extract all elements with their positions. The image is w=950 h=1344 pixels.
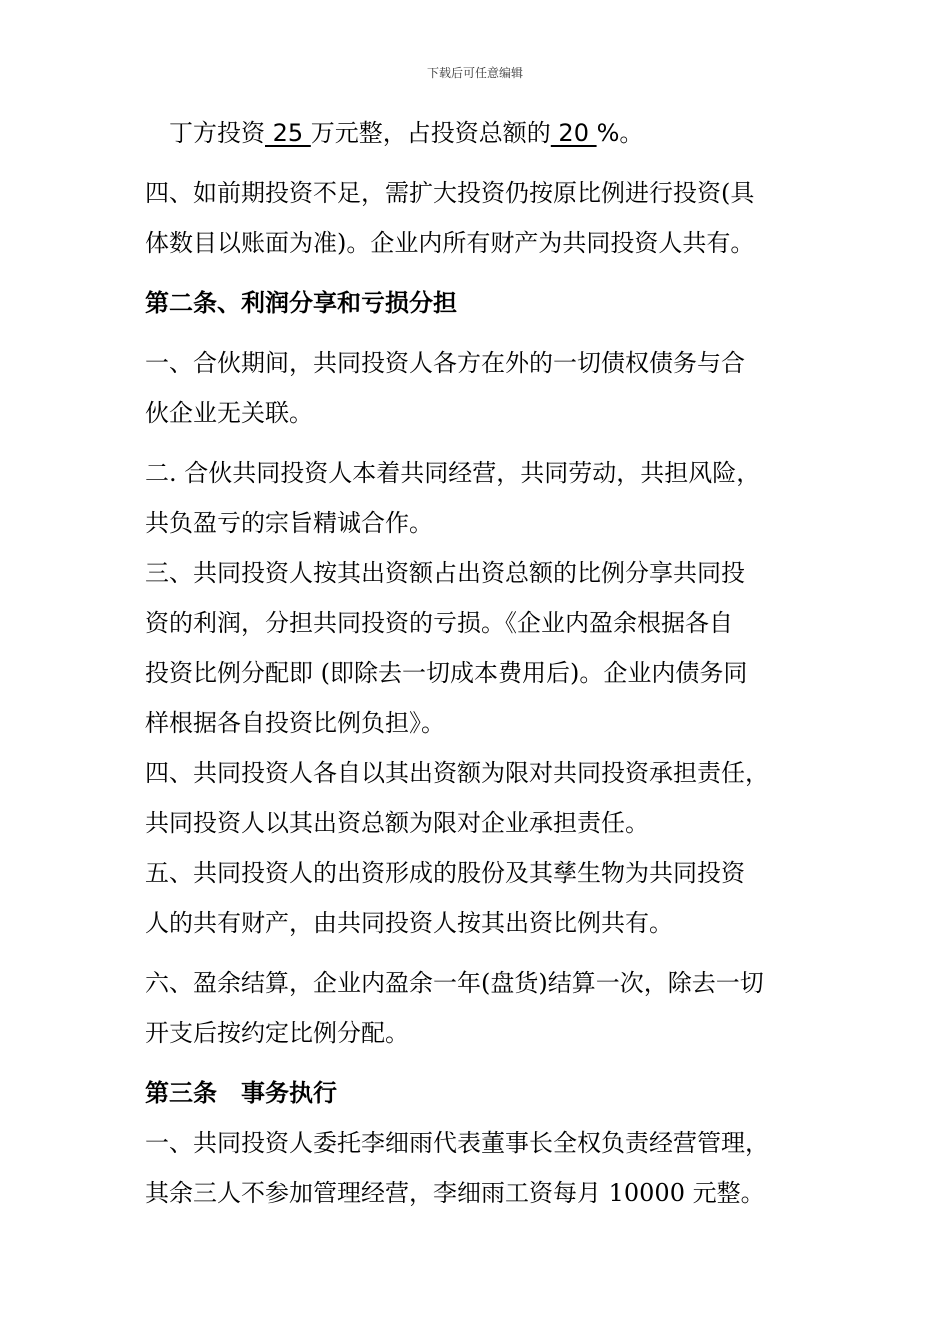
investment-line-ding	[145, 108, 835, 158]
text-line: 三、共同投资人按其出资额占出资总额的比例分享共同投	[145, 559, 745, 587]
investor-label: 丁方投资	[169, 119, 265, 147]
s2-paragraph-6	[145, 958, 835, 1058]
investment-mid-text: 万元整，占投资总额的	[310, 119, 551, 147]
text-line: 人的共有财产，由共同投资人按其出资比例共有。	[145, 909, 673, 937]
s2-paragraph-4	[145, 748, 835, 848]
text-line: 体数目以账面为准)。企业内所有财产为共同投资人共有。	[145, 229, 755, 257]
text-line: 一、共同投资人委托李细雨代表董事长全权负责经营管理，	[145, 1129, 769, 1157]
investment-amount: 25	[265, 119, 311, 147]
text-line: 伙企业无关联。	[145, 399, 313, 427]
text-line: 四、如前期投资不足，需扩大投资仍按原比例进行投资(具	[145, 179, 755, 207]
s3-paragraph-1	[145, 1118, 835, 1218]
text-line: 四、共同投资人各自以其出资额为限对共同投资承担责任，	[145, 759, 769, 787]
document-body	[145, 108, 835, 1218]
section-three-title: 第三条 事务执行	[145, 1079, 337, 1107]
s2-paragraph-5	[145, 848, 835, 948]
text-line: 投资比例分配即 (即除去一切成本费用后)。企业内债务同	[145, 659, 748, 687]
page-header: 下载后可任意编辑	[426, 66, 523, 80]
text-line: 一、合伙期间，共同投资人各方在外的一切债权债务与合	[145, 349, 745, 377]
text-line: 样根据各自投资比例负担》。	[145, 709, 445, 737]
text-line: 开支后按约定比例分配。	[145, 1019, 409, 1047]
s2-paragraph-2	[145, 448, 835, 548]
clause-four-paragraph	[145, 168, 835, 268]
text-line: 五、共同投资人的出资形成的股份及其孳生物为共同投资	[145, 859, 745, 887]
section-two-title: 第二条、利润分享和亏损分担	[145, 289, 457, 317]
investment-percent: 20	[550, 119, 597, 147]
text-line: 共负盈亏的宗旨精诚合作。	[145, 509, 433, 537]
text-line: 二. 合伙共同投资人本着共同经营，共同劳动，共担风险，	[145, 459, 761, 487]
s2-paragraph-1	[145, 338, 835, 438]
text-line: 共同投资人以其出资总额为限对企业承担责任。	[145, 809, 649, 837]
percent-sign: %。	[596, 119, 644, 147]
s2-paragraph-3	[145, 548, 835, 748]
text-line: 其余三人不参加管理经营，李细雨工资每月 10000 元整。	[145, 1179, 765, 1207]
text-line: 资的利润，分担共同投资的亏损。《企业内盈余根据各自	[145, 609, 733, 637]
text-line: 六、盈余结算，企业内盈余一年(盘货)结算一次，除去一切	[145, 969, 764, 997]
